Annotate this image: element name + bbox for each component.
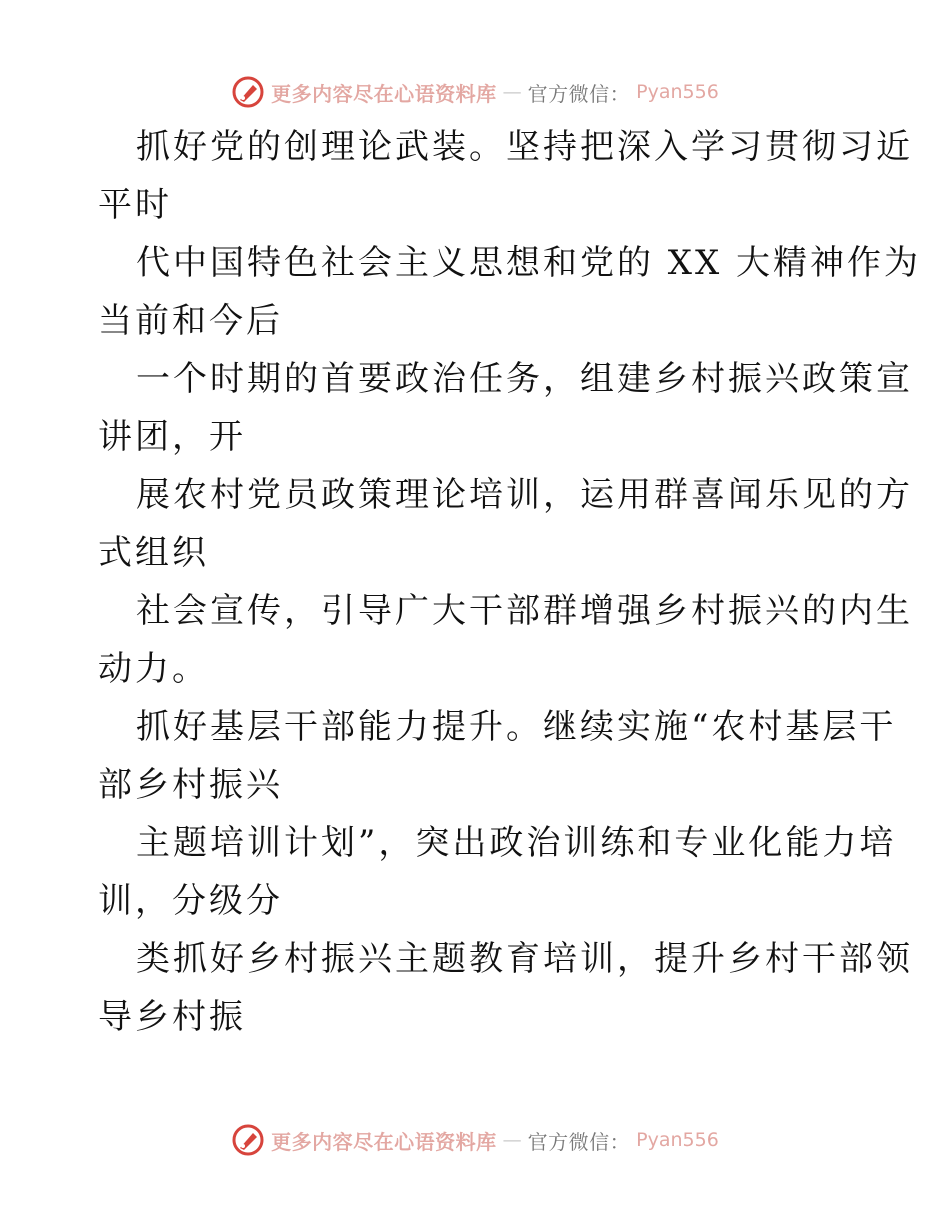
body-line: 一个时期的首要政治任务，组建乡村振兴政策宣 xyxy=(136,359,913,399)
body-line: 代中国特色社会主义思想和党的 XX 大精神作为 xyxy=(136,243,922,283)
watermark-wechat-id: Pyan556 xyxy=(636,1129,719,1151)
watermark-separator: — xyxy=(502,1129,522,1151)
pen-nib-logo-icon xyxy=(231,75,265,109)
watermark-separator: — xyxy=(502,81,522,103)
watermark-brand-text: 更多内容尽在心语资料库 xyxy=(271,81,497,106)
footer-watermark xyxy=(0,1120,950,1160)
body-line: 导乡村振 xyxy=(98,997,246,1037)
body-line: 社会宣传，引导广大干部群增强乡村振兴的内生 xyxy=(136,591,913,631)
body-line: 讲团，开 xyxy=(98,417,246,457)
header-watermark xyxy=(0,72,950,112)
watermark-label: 官方微信： xyxy=(527,81,631,106)
body-line: 抓好基层干部能力提升。继续实施“农村基层干 xyxy=(136,707,897,747)
watermark-label: 官方微信： xyxy=(527,1129,631,1154)
body-line: 平时 xyxy=(98,185,172,225)
body-line: 展农村党员政策理论培训，运用群喜闻乐见的方 xyxy=(136,475,913,515)
body-line: 当前和今后 xyxy=(98,301,283,341)
watermark-wechat-id: Pyan556 xyxy=(636,81,719,103)
body-line: 训，分级分 xyxy=(98,881,283,921)
body-line: 主题培训计划”，突出政治训练和专业化能力培 xyxy=(136,823,897,863)
body-line: 式组织 xyxy=(98,533,209,573)
document-body xyxy=(98,118,922,1046)
pen-nib-logo-icon xyxy=(231,1123,265,1157)
watermark-brand-text: 更多内容尽在心语资料库 xyxy=(271,1129,497,1154)
body-line: 动力。 xyxy=(98,649,209,689)
body-line: 抓好党的创理论武装。坚持把深入学习贯彻习近 xyxy=(136,127,913,167)
body-line: 部乡村振兴 xyxy=(98,765,283,805)
body-line: 类抓好乡村振兴主题教育培训，提升乡村干部领 xyxy=(136,939,913,979)
